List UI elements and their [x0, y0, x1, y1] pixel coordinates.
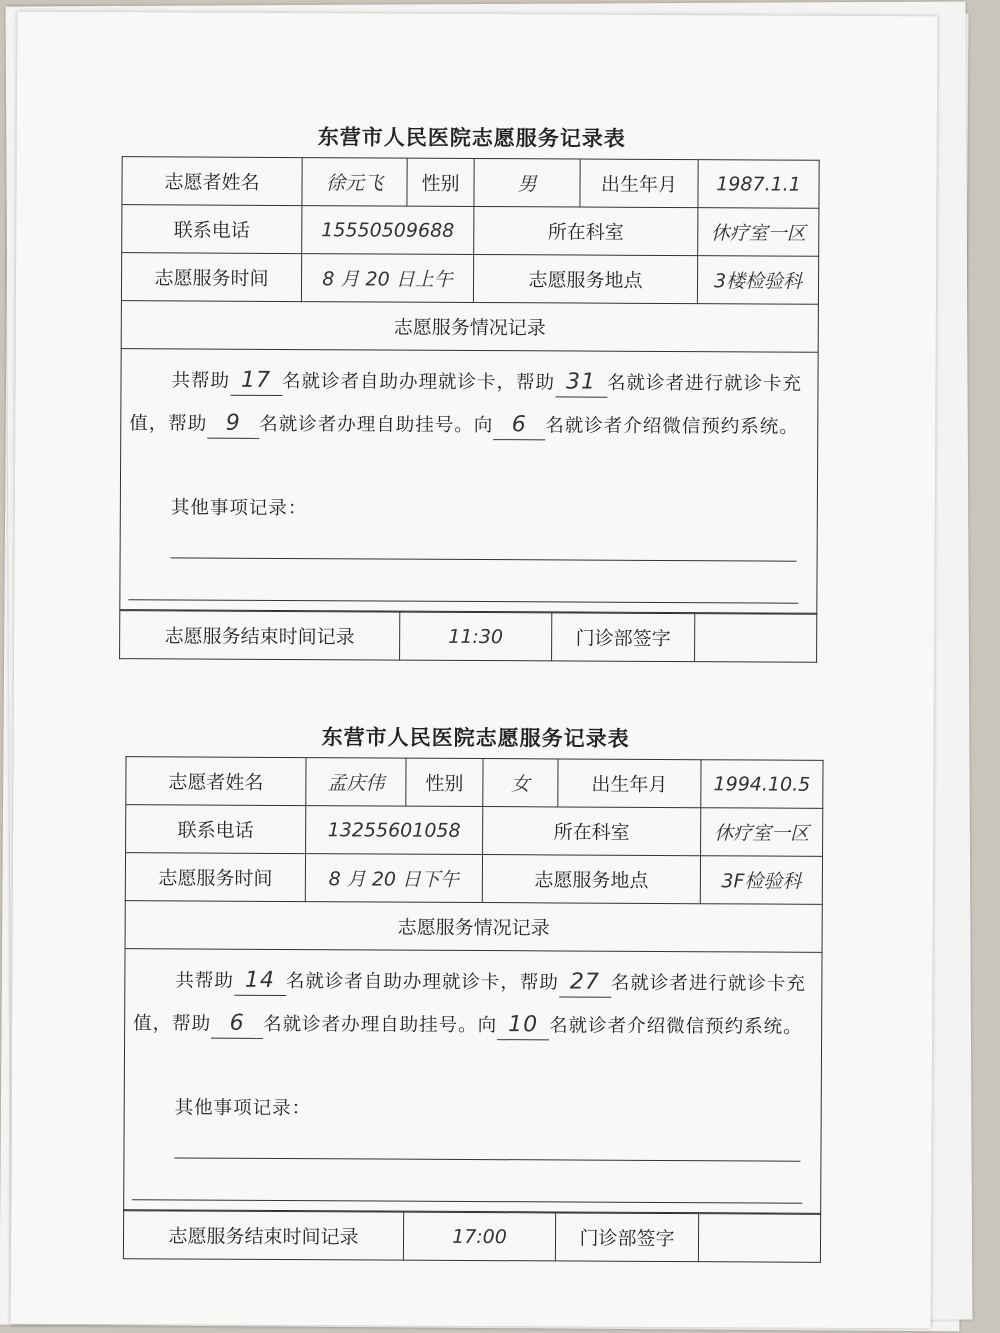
value-phone[interactable]: 15550509688	[302, 206, 474, 255]
footer-table	[123, 1210, 821, 1263]
notes-line[interactable]	[174, 1157, 800, 1161]
value-service-place[interactable]: 3F检验科	[700, 856, 822, 905]
label-signature: 门诊部签字	[555, 1213, 698, 1262]
notes-line[interactable]	[128, 599, 798, 604]
notes-line[interactable]	[171, 557, 797, 561]
info-table	[123, 756, 823, 1214]
value-birth[interactable]: 1994.10.5	[701, 760, 823, 809]
record-body	[120, 349, 818, 614]
count-recharge-field[interactable]: 27	[559, 968, 611, 997]
label-service-place: 志愿服务地点	[482, 855, 700, 904]
label-phone: 联系电话	[122, 205, 302, 254]
form-title: 东营市人民医院志愿服务记录表	[317, 124, 626, 151]
count-wechat-field[interactable]: 10	[497, 1011, 549, 1040]
label-phone: 联系电话	[126, 805, 306, 854]
label-service-place: 志愿服务地点	[473, 254, 697, 303]
label-name: 志愿者姓名	[126, 757, 306, 806]
info-table	[119, 156, 819, 614]
record-body	[124, 949, 822, 1214]
value-birth[interactable]: 1987.1.1	[698, 160, 819, 209]
form-title: 东营市人民医院志愿服务记录表	[321, 724, 630, 751]
label-end-time: 志愿服务结束时间记录	[123, 1211, 403, 1260]
value-phone[interactable]: 13255601058	[306, 806, 483, 855]
count-register-field[interactable]: 9	[207, 410, 259, 439]
record-form-1	[119, 116, 822, 663]
record-header: 志愿服务情况记录	[121, 301, 818, 353]
label-dept: 所在科室	[483, 807, 701, 856]
value-name[interactable]: 孟庆伟	[306, 758, 406, 807]
label-birth: 出生年月	[558, 759, 701, 808]
value-dept[interactable]: 休疗室一区	[698, 208, 819, 257]
value-gender[interactable]: 男	[474, 158, 580, 207]
label-service-time: 志愿服务时间	[121, 253, 301, 302]
value-service-place[interactable]: 3楼检验科	[697, 256, 818, 305]
value-service-time[interactable]: 8 月 20 日下午	[305, 854, 482, 903]
value-signature[interactable]	[695, 614, 817, 663]
label-service-time: 志愿服务时间	[125, 853, 305, 902]
count-wechat-field[interactable]: 6	[493, 411, 545, 440]
other-notes-label: 其他事项记录：	[170, 497, 308, 520]
record-header: 志愿服务情况记录	[125, 901, 822, 953]
count-recharge-field[interactable]: 31	[555, 368, 607, 397]
count-card-field[interactable]: 17	[230, 367, 282, 396]
label-gender: 性别	[406, 758, 483, 806]
record-paragraph: 共帮助 17 名就诊者自助办理就诊卡，帮助 31 名就诊者进行就诊卡充值，帮助 9 名就诊者办理自助挂号。向 6 名就诊者介绍微信预约系统。	[129, 359, 805, 449]
count-register-field[interactable]: 6	[211, 1010, 263, 1039]
value-signature[interactable]	[698, 1214, 820, 1263]
label-gender: 性别	[407, 158, 474, 206]
value-end-time[interactable]: 11:30	[400, 612, 552, 661]
label-end-time: 志愿服务结束时间记录	[120, 611, 400, 660]
record-paragraph: 共帮助 14 名就诊者自助办理就诊卡，帮助 27 名就诊者进行就诊卡充值，帮助 6 名就诊者办理自助挂号。向 10 名就诊者介绍微信预约系统。	[133, 959, 809, 1049]
value-gender[interactable]: 女	[483, 759, 558, 807]
footer-table	[119, 610, 817, 663]
label-signature: 门诊部签字	[552, 613, 695, 662]
value-end-time[interactable]: 17:00	[403, 1212, 555, 1261]
count-card-field[interactable]: 14	[234, 967, 286, 996]
label-name: 志愿者姓名	[122, 157, 302, 206]
value-service-time[interactable]: 8 月 20 日上午	[301, 254, 473, 303]
other-notes-label: 其他事项记录：	[174, 1097, 312, 1120]
paper-sheet	[11, 12, 938, 1329]
record-form-2	[123, 716, 826, 1263]
label-dept: 所在科室	[474, 206, 698, 255]
notes-line[interactable]	[132, 1199, 802, 1204]
value-name[interactable]: 徐元飞	[302, 158, 407, 207]
value-dept[interactable]: 休疗室一区	[701, 808, 823, 857]
label-birth: 出生年月	[580, 159, 698, 208]
